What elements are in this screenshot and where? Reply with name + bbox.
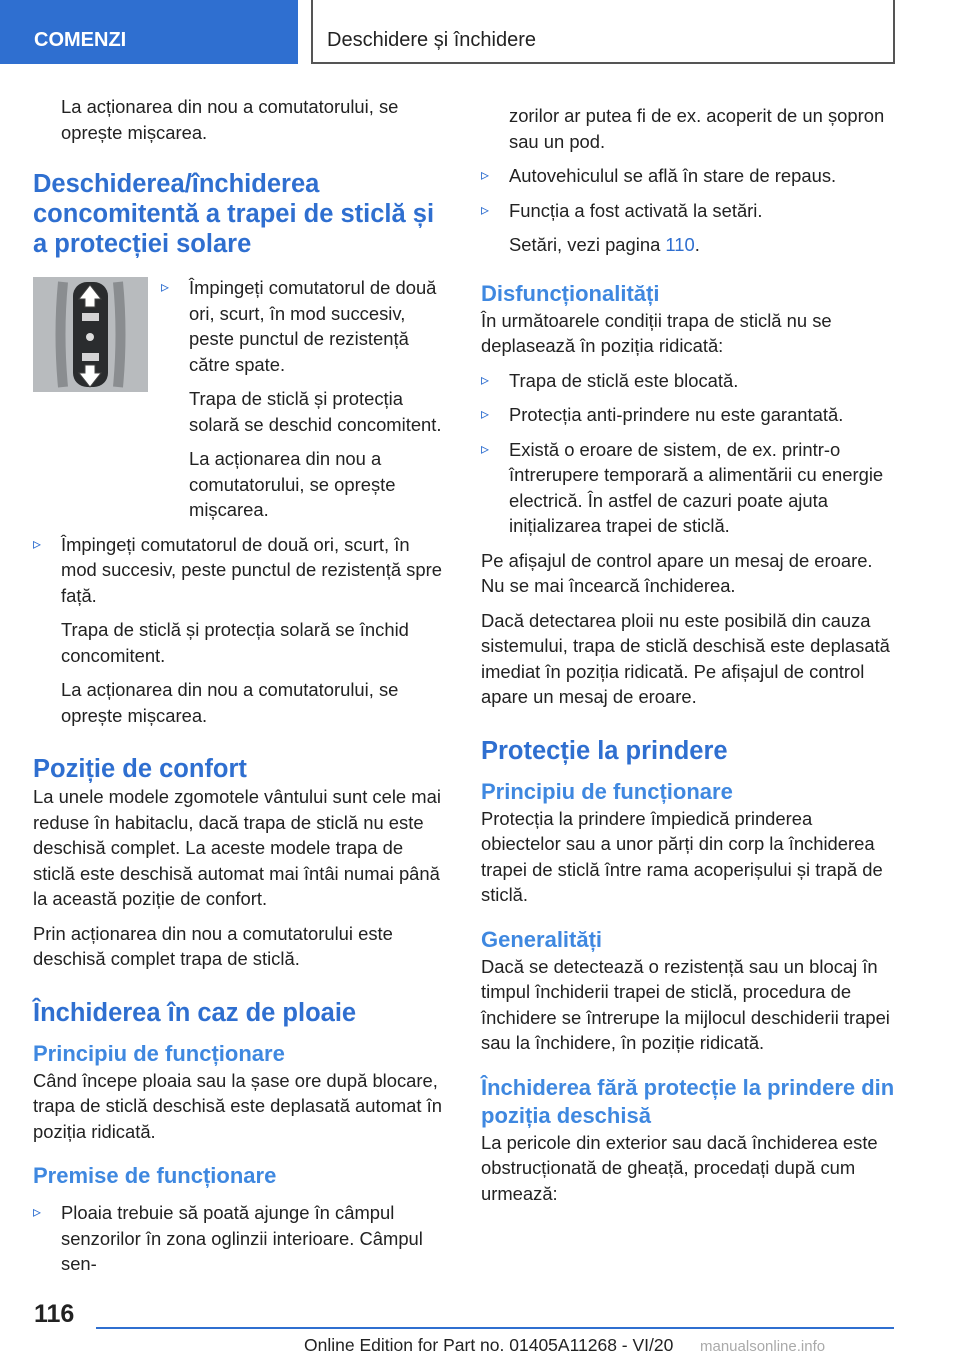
list-item: ▹ Trapa de sticlă este blocată. — [481, 368, 896, 394]
paragraph: În următoarele condiții trapa de sticlă nu se deplasează în poziția ridicată: — [481, 309, 832, 356]
bullet-marker-icon: ▹ — [161, 279, 170, 296]
paragraph: Trapa de sticlă și protecția solară se închid concomitent. — [61, 619, 409, 666]
paragraph: Pe afișajul de control apare un mesaj de eroare. Nu se mai încearcă închiderea. — [481, 549, 873, 596]
list-item: ▹ Ploaia trebuie să poată ajunge în câmpul senzorilor în zona oglinzii interioare. Câmpul sen- — [33, 1202, 423, 1274]
left-column — [33, 94, 448, 1286]
subheading-disfunctionalitati: Disfuncționalități — [481, 280, 660, 306]
heading-confort: Poziție de confort — [33, 755, 247, 783]
list-item: ▹ Protecția anti-prindere nu este garantată. — [481, 402, 896, 428]
footer-divider — [96, 1327, 894, 1329]
bullet-marker-icon: ▹ — [481, 167, 490, 184]
list-item: ▹ Autovehiculul se află în stare de repaus. — [481, 163, 896, 189]
paragraph: Când începe ploaia sau la șase ore după blocare, trapa de sticlă deschisă este deplasată automat în poziția ridicată. — [33, 1069, 442, 1142]
paragraph: Prin acționarea din nou a comutatorului este deschisă complet trapa de sticlă. — [33, 922, 393, 969]
bullet-marker-icon: ▹ — [481, 371, 490, 389]
subheading-principiu: Principiu de funcționare — [33, 1040, 285, 1066]
watermark: manualsonline.info — [700, 1338, 826, 1355]
bullet-marker-icon: ▹ — [33, 535, 42, 553]
page-link[interactable]: 110 — [665, 234, 695, 255]
edition-note: Online Edition for Part no. 01405A11268 - VI/20 — [304, 1335, 674, 1355]
paragraph: zorilor ar putea fi de ex. acoperit de un șopron sau un pod. — [509, 105, 885, 152]
bullet-marker-icon: ▹ — [481, 201, 490, 219]
paragraph: La unele modele zgomotele vântului sunt cele mai reduse în habitaclu, dacă trapa de sticlă nu este deschisă complet. La aceste modele trapa de sticlă este deschisă automat mai întâi numai până la această poziție de confort. — [33, 786, 441, 909]
subheading-principiu-right: Principiu de funcționare — [481, 778, 733, 804]
bullet-marker-icon: ▹ — [33, 1204, 42, 1221]
paragraph: Dacă se detectează o rezistență sau un blocaj în timpul închiderii trapei de sticlă, procedura de închidere se întrerupe la mijlocul deschiderii trapei sau la închidere, în poziție ridicată. — [481, 955, 890, 1053]
switch-illustration — [33, 277, 148, 392]
paragraph: Dacă detectarea ploii nu este posibilă din cauza sistemului, trapa de sticlă deschisă este deplasată imediat în poziția ridicată. Pe afișajul de control apare un mesaj de eroare. — [481, 609, 890, 707]
bullet-marker-icon: ▹ — [481, 406, 490, 423]
heading-concomitent: Deschiderea/închiderea concomitentă a trapei de sticlă și a protecției solare — [33, 170, 435, 258]
section-tab[interactable]: COMENZI — [0, 0, 298, 64]
paragraph: La acționarea din nou a comutatorului, se oprește mișcarea. — [61, 96, 399, 143]
paragraph: Trapa de sticlă și protecția solară se deschid concomitent. — [189, 388, 442, 435]
list-item: ▹ Funcția a fost activată la setări. — [481, 198, 896, 224]
paragraph: La acționarea din nou a comutatorului, se oprește mișcarea. — [189, 448, 396, 520]
chapter-title: Deschidere și închidere — [311, 0, 895, 64]
paragraph: Protecția la prindere împiedică prinderea obiectelor sau a unor părți din corp la închiderea trapei de sticlă între rama acoperișului și trapă de sticlă. — [481, 807, 883, 905]
paragraph: La acționarea din nou a comutatorului, se oprește mișcarea. — [61, 679, 399, 726]
right-column — [481, 103, 896, 1215]
list-item: ▹ Există o eroare de sistem, de ex. printr-o întrerupere temporară a alimentării cu energie electrică. În astfel de cazuri poate ajuta inițializarea trapei de sticlă. — [481, 438, 884, 536]
figure-block — [33, 275, 448, 523]
heading-ploaie: Închiderea în caz de ploaie — [33, 998, 357, 1027]
paragraph: La pericole din exterior sau dacă închiderea este obstrucționată de gheață, procedați după cum urmează: — [481, 1131, 878, 1204]
figure-text — [161, 275, 448, 523]
list-item: ▹ Împingeți comutatorul de două ori, scurt, în mod succesiv, peste punctul de rezistență către spate. — [161, 277, 437, 375]
paragraph: Setări, vezi pagina 110. — [509, 234, 700, 255]
subheading-premise: Premise de funcționare — [33, 1163, 277, 1188]
heading-protectie: Protecție la prindere — [481, 736, 728, 765]
page-number: 116 — [34, 1300, 75, 1328]
list-item: ▹ Împingeți comutatorul de două ori, scurt, în mod succesiv, peste punctul de rezistență spre față. — [33, 533, 442, 606]
bullet-marker-icon: ▹ — [481, 440, 490, 458]
subheading-generalitati: Generalități — [481, 926, 603, 952]
subheading-fara-protectie: Închiderea fără protecție la prindere din poziția deschisă — [481, 1074, 895, 1128]
